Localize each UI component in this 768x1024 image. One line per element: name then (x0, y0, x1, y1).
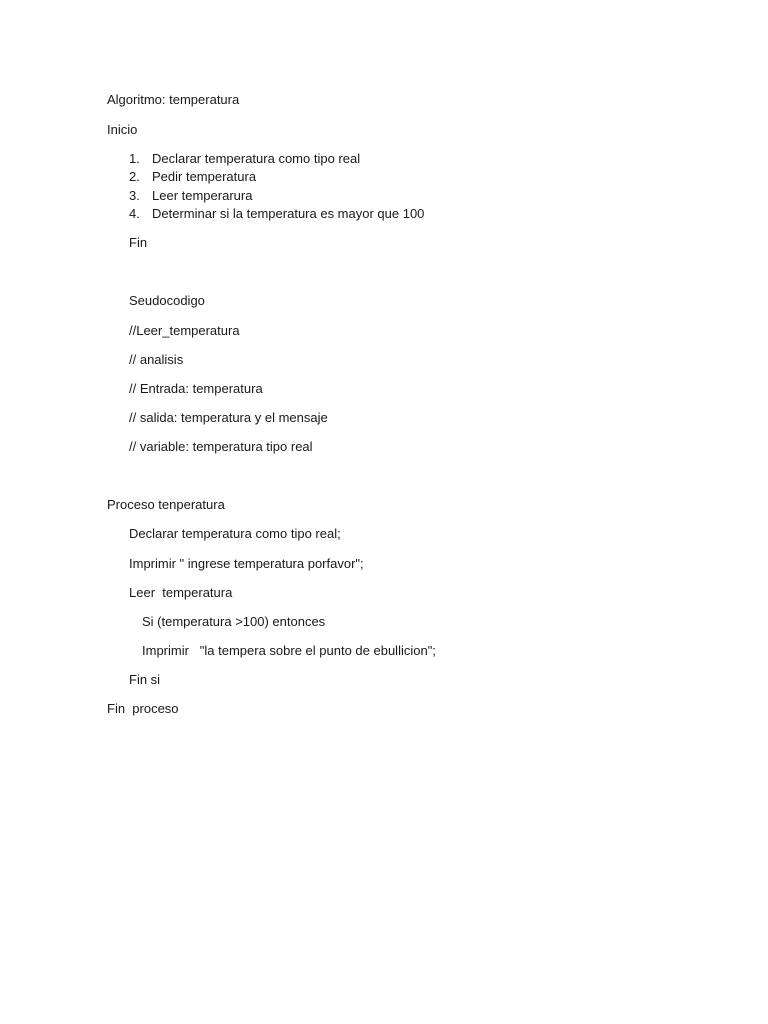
code-line: Leer temperatura (129, 585, 233, 600)
inicio-label: Inicio (107, 122, 138, 137)
algorithm-title: Algoritmo: temperatura (107, 92, 240, 107)
process-start: Proceso tenperatura (107, 497, 225, 512)
comment-line: // Entrada: temperatura (129, 381, 263, 396)
comment-line: // analisis (129, 352, 184, 367)
comment-line: // variable: temperatura tipo real (129, 439, 313, 454)
code-line: Imprimir "la tempera sobre el punto de ebullicion"; (142, 643, 436, 658)
list-item-number: 4. (129, 206, 140, 221)
list-item-text: Declarar temperatura como tipo real (152, 151, 361, 166)
code-line: Imprimir " ingrese temperatura porfavor"; (129, 556, 364, 571)
list-item-text: Leer temperarura (152, 188, 253, 203)
pseudocode-heading: Seudocodigo (129, 293, 205, 308)
fin-label: Fin (129, 235, 148, 250)
process-end: Fin proceso (107, 701, 179, 716)
list-item-text: Determinar si la temperatura es mayor que 100 (152, 206, 425, 221)
list-item-text: Pedir temperatura (152, 169, 257, 184)
list-item-number: 2. (129, 169, 140, 184)
list-item-number: 3. (129, 188, 140, 203)
comment-line: //Leer_temperatura (129, 323, 240, 338)
code-line: Declarar temperatura como tipo real; (129, 526, 341, 541)
code-line: Fin si (129, 672, 161, 687)
code-line: Si (temperatura >100) entonces (142, 614, 326, 629)
list-item-number: 1. (129, 151, 140, 166)
comment-line: // salida: temperatura y el mensaje (129, 410, 328, 425)
